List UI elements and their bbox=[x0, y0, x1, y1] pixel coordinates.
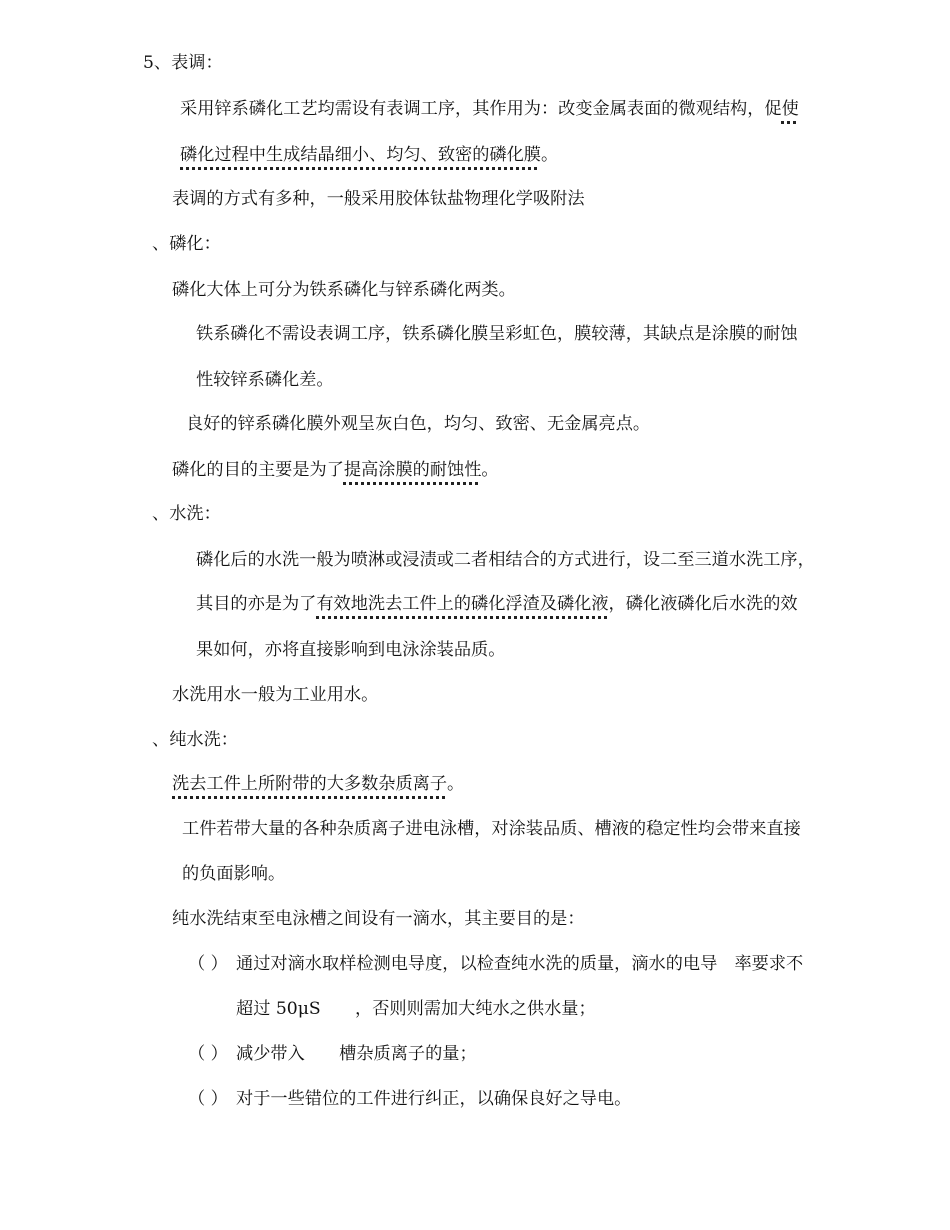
paragraph-line: 的负面影响。 bbox=[182, 864, 286, 884]
paragraph-line: 洗去工件上所附带的大多数杂质离子。 bbox=[172, 774, 465, 794]
paragraph-line: 磷化后的水洗一般为喷淋或浸渍或二者相结合的方式进行，设二至三道水洗工序， bbox=[196, 550, 815, 570]
paragraph-line: 果如何，亦将直接影响到电泳涂装品质。 bbox=[196, 640, 506, 660]
list-item-marker: （ ） bbox=[188, 1089, 228, 1109]
paragraph-line: 其目的亦是为了有效地洗去工件上的磷化浮渣及磷化液，磷化液磷化后水洗的效 bbox=[196, 594, 798, 614]
list-item-text: 超过 50μS ，否则则需加大纯水之供水量； bbox=[236, 999, 596, 1019]
paragraph-line: 磷化大体上可分为铁系磷化与锌系磷化两类。 bbox=[172, 280, 516, 300]
list-item-text: 通过对滴水取样检测电导度，以检查纯水洗的质量，滴水的电导 率要求不 bbox=[236, 954, 804, 974]
section-heading-surface-conditioning: 5、表调： bbox=[143, 53, 223, 73]
paragraph-line: 表调的方式有多种，一般采用胶体钛盐物理化学吸附法 bbox=[172, 189, 585, 209]
list-item-text: 对于一些错位的工件进行纠正，以确保良好之导电。 bbox=[236, 1089, 632, 1109]
emphasis-text: 洗去工件上所附带的大多数杂质离子 bbox=[172, 774, 448, 794]
list-item-text: 减少带入 槽杂质离子的量； bbox=[236, 1044, 477, 1064]
paragraph-line: 工件若带大量的各种杂质离子进电泳槽，对涂装品质、槽液的稳定性均会带来直接 bbox=[182, 819, 801, 839]
list-item-marker: （ ） bbox=[188, 954, 228, 974]
emphasis-text: 使 bbox=[781, 99, 799, 119]
emphasis-text: 提高涂膜的耐蚀性 bbox=[343, 460, 482, 480]
emphasis-text: 磷化过程中生成结晶细小、均匀、致密的磷化膜 bbox=[180, 145, 541, 165]
section-heading-phosphating: 、磷化： bbox=[152, 234, 221, 254]
section-heading-water-wash: 、水洗： bbox=[152, 504, 221, 524]
list-item-marker: （ ） bbox=[188, 1044, 228, 1064]
paragraph-line: 采用锌系磷化工艺均需设有表调工序，其作用为：改变金属表面的微观结构，促使 bbox=[180, 99, 799, 119]
paragraph-line: 纯水洗结束至电泳槽之间设有一滴水，其主要目的是： bbox=[172, 909, 585, 929]
section-heading-pure-water-wash: 、纯水洗： bbox=[152, 730, 238, 750]
paragraph-line: 铁系磷化不需设表调工序，铁系磷化膜呈彩虹色，膜较薄，其缺点是涂膜的耐蚀 bbox=[196, 324, 798, 344]
emphasis-text: 有效地洗去工件上的磷化浮渣及磷化液 bbox=[316, 594, 609, 614]
paragraph-line: 性较锌系磷化差。 bbox=[196, 370, 334, 390]
paragraph-line: 磷化的目的主要是为了提高涂膜的耐蚀性。 bbox=[172, 460, 499, 480]
paragraph-line: 磷化过程中生成结晶细小、均匀、致密的磷化膜。 bbox=[180, 145, 559, 165]
paragraph-line: 良好的锌系磷化膜外观呈灰白色，均匀、致密、无金属亮点。 bbox=[186, 414, 651, 434]
paragraph-line: 水洗用水一般为工业用水。 bbox=[172, 685, 379, 705]
